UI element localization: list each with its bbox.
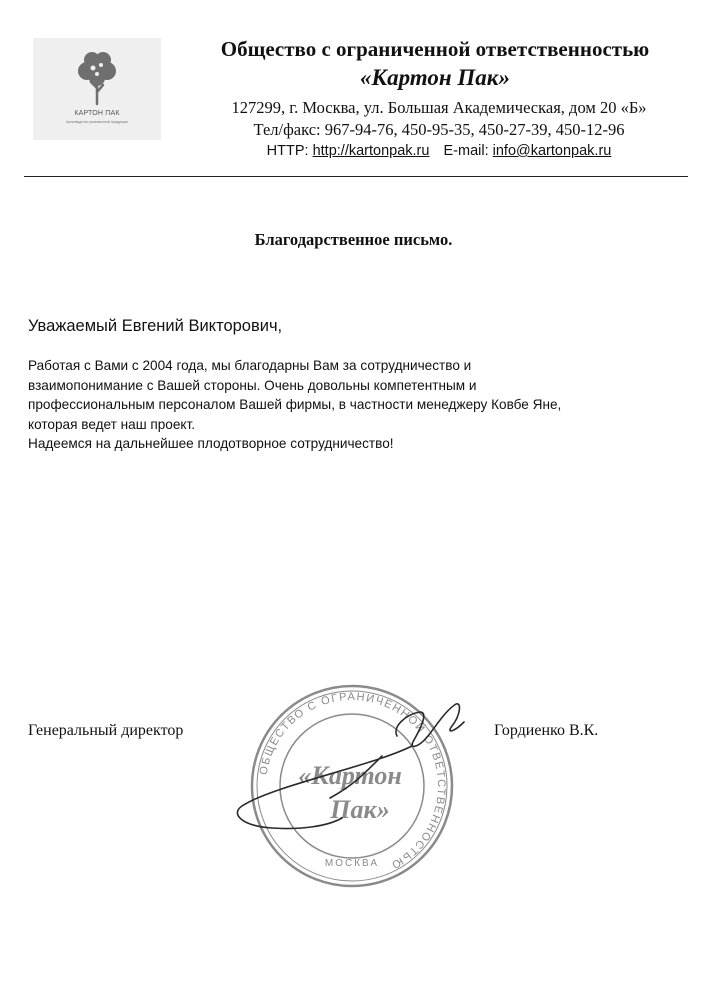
letter-body xyxy=(28,356,562,454)
stamp-outer-text: ОБЩЕСТВО С ОГРАНИЧЕННОЙ ОТВЕТСТВЕННОСТЬЮ xyxy=(257,690,448,872)
stamp-line1: «Картон xyxy=(298,761,402,790)
company-address: 127299, г. Москва, ул. Большая Академическая, дом 20 «Б» xyxy=(231,98,647,117)
body-line: Работая с Вами с 2004 года, мы благодарны Вам за сотрудничество и xyxy=(28,358,472,373)
stamp-city: МОСКВА xyxy=(324,858,380,869)
header-divider xyxy=(24,176,688,177)
logo-name: КАРТОН ПАК xyxy=(74,110,120,117)
email-link[interactable]: info@kartonpak.ru xyxy=(492,143,612,159)
email-label: E-mail: xyxy=(443,143,489,159)
body-line: взаимопонимание с Вашей стороны. Очень довольны компетентным и xyxy=(28,377,477,393)
http-label: HTTP: xyxy=(266,143,309,159)
logo-tagline: производство упаковочной продукции xyxy=(66,120,128,124)
body-line: которая ведет наш проект. xyxy=(28,416,196,432)
tree-logo-icon xyxy=(33,38,161,140)
letter-title: Благодарственное письмо. xyxy=(254,230,453,249)
body-line: профессиональным персоналом Вашей фирмы, в частности менеджеру Ковбе Яне, xyxy=(28,397,562,412)
company-phones: Тел/факс: 967-94-76, 450-95-35, 450-27-39, 450-12-96 xyxy=(253,120,625,139)
company-logo xyxy=(33,38,161,140)
company-name: «Картон Пак» xyxy=(360,65,510,90)
letter-greeting: Уважаемый Евгений Викторович, xyxy=(28,317,283,335)
company-stamp xyxy=(232,666,472,906)
website-link[interactable]: http://kartonpak.ru xyxy=(312,143,430,159)
company-legal-form: Общество с ограниченной ответственностью xyxy=(220,37,650,61)
body-line: Надеемся на дальнейшее плодотворное сотрудничество! xyxy=(28,436,394,451)
stamp-seal-icon xyxy=(252,686,452,886)
stamp-line2: Пак» xyxy=(330,795,390,824)
contact-line xyxy=(184,141,694,161)
signatory-role: Генеральный директор xyxy=(28,722,184,739)
signatory-name: Гордиенко В.К. xyxy=(494,722,599,739)
